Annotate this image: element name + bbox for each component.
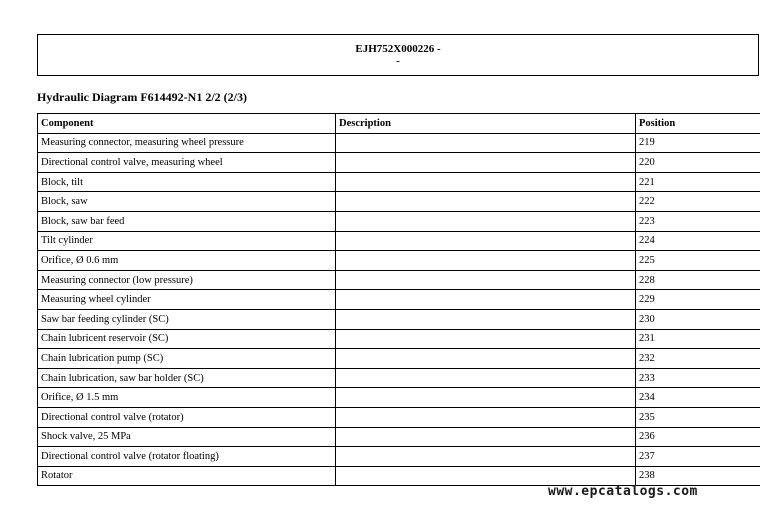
table-row bbox=[38, 309, 760, 329]
cell-position: 235 bbox=[636, 407, 760, 427]
cell-component: Block, saw bbox=[38, 192, 336, 212]
cell-description bbox=[336, 192, 636, 212]
cell-description bbox=[336, 466, 636, 486]
cell-description bbox=[336, 388, 636, 408]
cell-component: Chain lubrication pump (SC) bbox=[38, 349, 336, 369]
column-header-component: Component bbox=[38, 114, 336, 134]
cell-position: 219 bbox=[636, 133, 760, 153]
cell-position: 238 bbox=[636, 466, 760, 486]
table-row bbox=[38, 427, 760, 447]
cell-description bbox=[336, 349, 636, 369]
cell-component: Directional control valve, measuring wheel bbox=[38, 153, 336, 173]
cell-component: Chain lubrication, saw bar holder (SC) bbox=[38, 368, 336, 388]
cell-description bbox=[336, 270, 636, 290]
column-header-description: Description bbox=[336, 114, 636, 134]
cell-component: Tilt cylinder bbox=[38, 231, 336, 251]
cell-component: Block, tilt bbox=[38, 172, 336, 192]
cell-position: 228 bbox=[636, 270, 760, 290]
cell-component: Orifice, Ø 1.5 mm bbox=[38, 388, 336, 408]
cell-position: 231 bbox=[636, 329, 760, 349]
cell-position: 233 bbox=[636, 368, 760, 388]
cell-component: Chain lubricent reservoir (SC) bbox=[38, 329, 336, 349]
components-table bbox=[37, 113, 760, 486]
cell-component: Measuring wheel cylinder bbox=[38, 290, 336, 310]
document-header bbox=[37, 34, 759, 76]
table-row bbox=[38, 329, 760, 349]
table-row bbox=[38, 172, 760, 192]
cell-description bbox=[336, 231, 636, 251]
cell-description bbox=[336, 153, 636, 173]
cell-component: Block, saw bar feed bbox=[38, 211, 336, 231]
cell-description bbox=[336, 329, 636, 349]
cell-description bbox=[336, 427, 636, 447]
cell-component: Orifice, Ø 0.6 mm bbox=[38, 251, 336, 271]
table-row bbox=[38, 192, 760, 212]
table-row bbox=[38, 251, 760, 271]
cell-position: 223 bbox=[636, 211, 760, 231]
cell-description bbox=[336, 172, 636, 192]
table-row bbox=[38, 290, 760, 310]
cell-position: 225 bbox=[636, 251, 760, 271]
table-row bbox=[38, 447, 760, 467]
document-code: EJH752X000226 - bbox=[355, 43, 441, 55]
cell-component: Measuring connector (low pressure) bbox=[38, 270, 336, 290]
cell-description bbox=[336, 251, 636, 271]
table-row bbox=[38, 211, 760, 231]
cell-position: 222 bbox=[636, 192, 760, 212]
table-row bbox=[38, 270, 760, 290]
cell-position: 234 bbox=[636, 388, 760, 408]
cell-position: 236 bbox=[636, 427, 760, 447]
table-row bbox=[38, 133, 760, 153]
cell-component: Shock valve, 25 MPa bbox=[38, 427, 336, 447]
cell-position: 220 bbox=[636, 153, 760, 173]
table-row bbox=[38, 388, 760, 408]
table-row bbox=[38, 368, 760, 388]
cell-component: Measuring connector, measuring wheel pressure bbox=[38, 133, 336, 153]
cell-position: 229 bbox=[636, 290, 760, 310]
table-row bbox=[38, 349, 760, 369]
cell-position: 232 bbox=[636, 349, 760, 369]
table-row bbox=[38, 231, 760, 251]
table-row bbox=[38, 466, 760, 486]
cell-position: 221 bbox=[636, 172, 760, 192]
cell-component: Directional control valve (rotator) bbox=[38, 407, 336, 427]
watermark-text: www.epcatalogs.com bbox=[548, 484, 698, 499]
cell-description bbox=[336, 368, 636, 388]
cell-position: 224 bbox=[636, 231, 760, 251]
cell-description bbox=[336, 290, 636, 310]
cell-description bbox=[336, 309, 636, 329]
cell-position: 230 bbox=[636, 309, 760, 329]
table-row bbox=[38, 153, 760, 173]
cell-position: 237 bbox=[636, 447, 760, 467]
cell-component: Saw bar feeding cylinder (SC) bbox=[38, 309, 336, 329]
column-header-position: Position bbox=[636, 114, 760, 134]
cell-description bbox=[336, 447, 636, 467]
cell-description bbox=[336, 133, 636, 153]
cell-description bbox=[336, 407, 636, 427]
cell-description bbox=[336, 211, 636, 231]
diagram-title: Hydraulic Diagram F614492-N1 2/2 (2/3) bbox=[37, 90, 247, 104]
table-header-row bbox=[38, 114, 760, 134]
cell-component: Directional control valve (rotator floating) bbox=[38, 447, 336, 467]
table-row bbox=[38, 407, 760, 427]
document-subcode: - bbox=[396, 55, 400, 67]
cell-component: Rotator bbox=[38, 466, 336, 486]
